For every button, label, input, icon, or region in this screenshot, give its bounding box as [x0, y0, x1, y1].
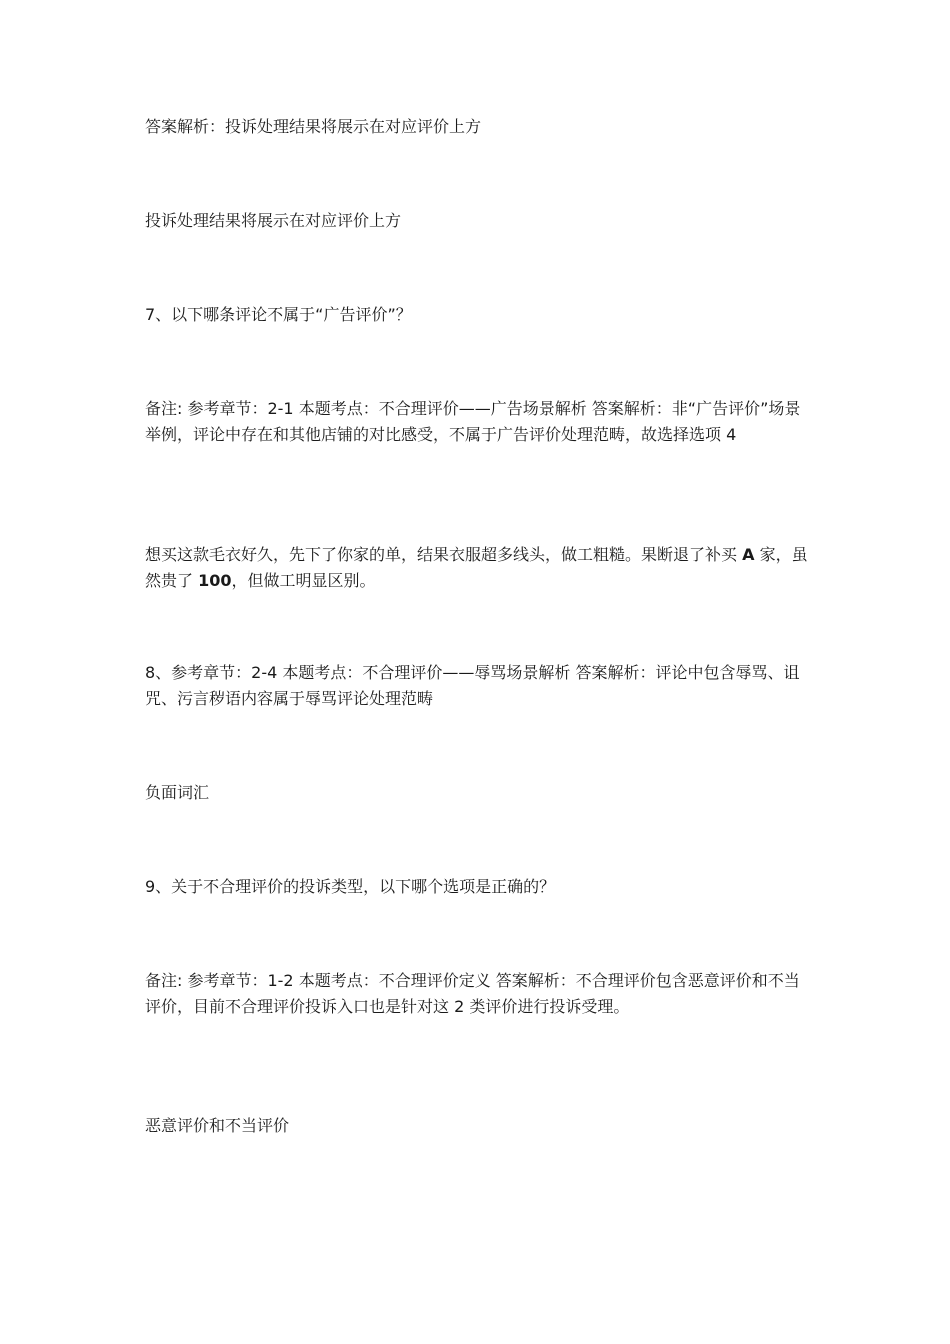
answer-text-paragraph: 投诉处理结果将展示在对应评价上方: [145, 211, 402, 230]
review-text-part: 家，虽然贵了: [145, 545, 808, 590]
question-8-note: 8、参考章节：2-4 本题考点：不合理评价——辱骂场景解析 答案解析：评论中包含辱骂、诅咒、污言秽语内容属于辱骂评论处理范畴: [145, 663, 800, 708]
example-review-paragraph: [145, 542, 815, 594]
question-9: 9、关于不合理评价的投诉类型，以下哪个选项是正确的？: [145, 877, 556, 896]
note-7: 备注: 参考章节：2-1 本题考点：不合理评价——广告场景解析 答案解析：非“广告评价”场景举例，评论中存在和其他店铺的对比感受，不属于广告评价处理范畴，故选择选项 4: [145, 399, 801, 444]
review-text-part: 想买这款毛衣好久，先下了你家的单，结果衣服超多线头，做工粗糙。果断退了补买: [145, 545, 743, 564]
review-price-number: 100: [198, 571, 232, 590]
answer-8-paragraph: 负面词汇: [145, 783, 210, 802]
note-9: 备注: 参考章节：1-2 本题考点：不合理评价定义 答案解析：不合理评价包含恶意评价和不当评价，目前不合理评价投诉入口也是针对这 2 类评价进行投诉受理。: [145, 971, 800, 1016]
review-text-part: ，但做工明显区别。: [231, 571, 376, 590]
answer-9-paragraph: 恶意评价和不当评价: [145, 1116, 290, 1135]
review-brand-letter: A: [742, 545, 755, 564]
answer-analysis-paragraph: 答案解析：投诉处理结果将展示在对应评价上方: [145, 117, 482, 136]
question-7: 7、以下哪条评论不属于“广告评价”？: [145, 305, 412, 324]
